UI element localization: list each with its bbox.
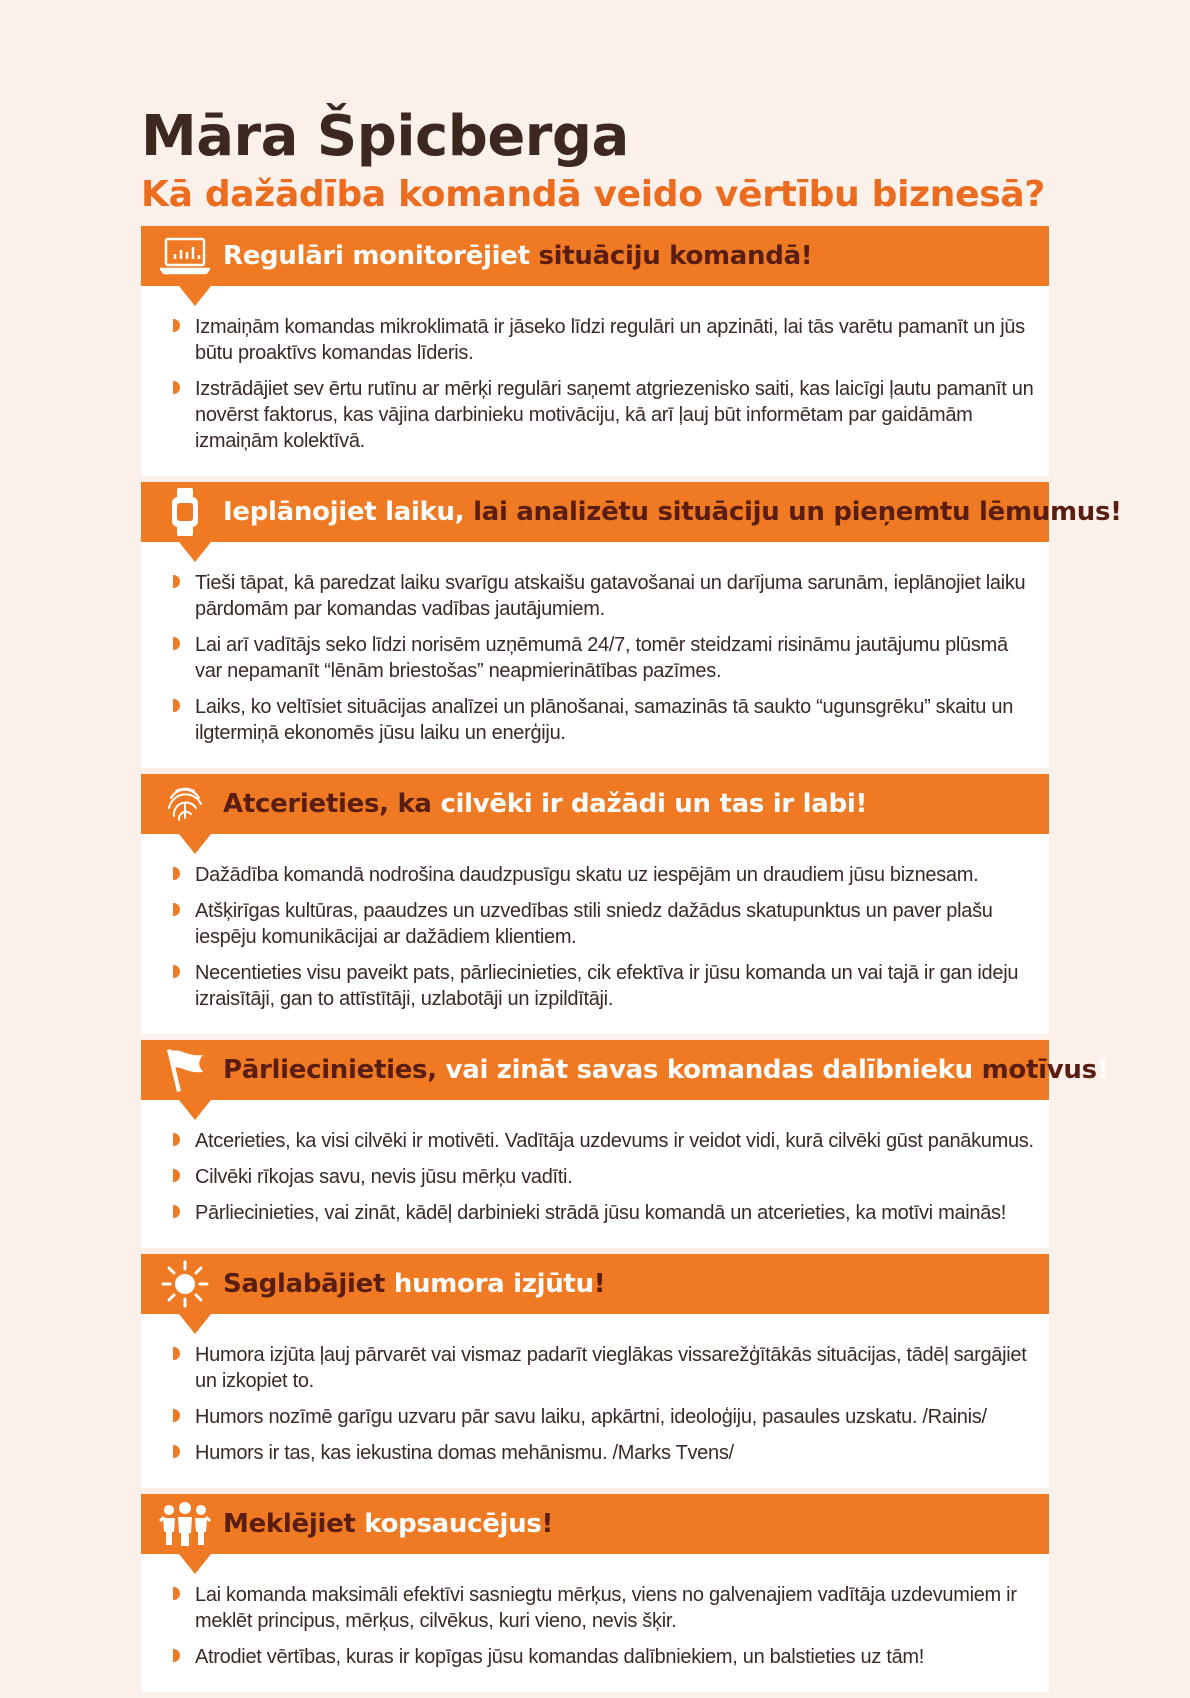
bullet-text: Atšķirīgas kultūras, paaudzes un uzvedības stili sniedz dažādus skatupunktus un paver plašu iespēju komunikācijai ar dažādiem klientiem.	[195, 900, 993, 948]
bullet-item	[173, 694, 1035, 746]
author-name: Māra Špicberga	[141, 104, 629, 169]
section-title-part: humora izjūtu	[393, 1269, 594, 1299]
bullet-item	[173, 1404, 1035, 1430]
bullet-list	[141, 1100, 1049, 1248]
section-title-part: cilvēki ir dažādi un tas ir labi!	[440, 789, 868, 819]
bullet-marker-icon	[173, 1205, 180, 1218]
section-title-part: vai zināt savas komandas dalībnieku	[445, 1055, 982, 1085]
bullet-list	[141, 1554, 1049, 1692]
smartwatch-icon	[157, 484, 213, 540]
section-title-part: Meklējiet	[223, 1509, 365, 1539]
bullet-text: Pārliecinieties, vai zināt, kādēļ darbinieki strādā jūsu komandā un atcerieties, ka motīvi mainās!	[195, 1202, 1007, 1224]
bullet-list	[141, 286, 1049, 476]
bullet-text: Dažādība komandā nodrošina daudzpusīgu skatu uz iespējām un draudiem jūsu biznesam.	[195, 864, 979, 886]
bullet-text: Atrodiet vērtības, kuras ir kopīgas jūsu komandas dalībniekiem, un balstieties uz tām!	[195, 1646, 925, 1668]
bullet-marker-icon	[173, 699, 180, 712]
bullet-item	[173, 632, 1035, 684]
bullet-text: Humora izjūta ļauj pārvarēt vai vismaz padarīt vieglākas vissarežģītākās situācijas, tādēļ sargājiet un izkopiet to.	[195, 1344, 1027, 1392]
bullet-text: Atcerieties, ka visi cilvēki ir motivēti. Vadītāja uzdevums ir veidot vidi, kurā cilvēki gūst panākumus.	[195, 1130, 1034, 1152]
section-title-part: Pārliecinieties,	[223, 1055, 446, 1085]
sun-icon	[157, 1256, 213, 1312]
bullet-item	[173, 1200, 1035, 1226]
section-header-band	[141, 1494, 1049, 1554]
team-icon	[157, 1496, 213, 1552]
bullet-item	[173, 1128, 1035, 1154]
section-title-part: lai analizētu situāciju un pieņemtu lēmumus!	[473, 497, 1122, 527]
bullet-text: Humors nozīmē garīgu uzvaru pār savu laiku, apkārtni, ideoloģiju, pasaules uzskatu. /Rainis/	[195, 1406, 987, 1428]
bullet-marker-icon	[173, 575, 180, 588]
bullet-text: Necentieties visu paveikt pats, pārliecinieties, cik efektīva ir jūsu komanda un vai tajā ir gan ideju izraisītāji, gan to attīstītāji, uzlabotāji un izpildītāji.	[195, 962, 1019, 1010]
bullet-marker-icon	[173, 903, 180, 916]
section-title-part: Atcerieties, ka	[223, 789, 441, 819]
bullet-text: Lai arī vadītājs seko līdzi norisēm uzņēmumā 24/7, tomēr steidzami risināmu jautājumu plūsmā var nepamanīt “lēnām briestošas” neapmierinātības pazīmes.	[195, 634, 1008, 682]
section-title-part: motīvus	[981, 1055, 1097, 1085]
section-header-band	[141, 226, 1049, 286]
page-header	[141, 104, 1061, 220]
section-title-part: !	[593, 1269, 606, 1299]
bullet-marker-icon	[173, 1409, 180, 1422]
tips-list	[141, 226, 1122, 1698]
bullet-item	[173, 1582, 1035, 1634]
section-title	[223, 497, 1122, 527]
section-header-band	[141, 774, 1049, 834]
section-title-part: kopsaucējus	[364, 1509, 542, 1539]
tip-section	[141, 226, 1049, 476]
bullet-item	[173, 314, 1035, 366]
bullet-item	[173, 1644, 1035, 1670]
bullet-marker-icon	[173, 1649, 180, 1662]
bullet-marker-icon	[173, 381, 180, 394]
bullet-text: Izstrādājiet sev ērtu rutīnu ar mērķi regulāri saņemt atgriezenisko saiti, kas laicīgi ļautu pamanīt un novērst faktorus, kas vājina darbinieku motivāciju, kā arī ļauj būt informētam par gaidāmām izmaiņām kolektīvā.	[195, 378, 1034, 452]
bullet-list	[141, 542, 1049, 768]
tip-section	[141, 1494, 1049, 1692]
section-title-part: Regulāri monitorējiet	[223, 241, 539, 271]
section-title	[223, 1509, 553, 1539]
section-header-band	[141, 1040, 1109, 1100]
bullet-item	[173, 1164, 1035, 1190]
bullet-item	[173, 570, 1035, 622]
bullet-text: Tieši tāpat, kā paredzat laiku svarīgu atskaišu gatavošanai un darījuma sarunām, ieplānojiet laiku pārdomām par komandas vadības jautājumiem.	[195, 572, 1026, 620]
section-title-part: !	[1096, 1055, 1109, 1085]
bullet-text: Laiks, ko veltīsiet situācijas analīzei un plānošanai, samazinās tā saukto “ugunsgrēku” skaitu un ilgtermiņā ekonomēs jūsu laiku un enerģiju.	[195, 696, 1014, 744]
section-title-part: Saglabājiet	[223, 1269, 394, 1299]
bullet-item	[173, 1440, 1035, 1466]
bullet-marker-icon	[173, 1347, 180, 1360]
tip-section	[141, 1040, 1109, 1248]
bullet-marker-icon	[173, 1133, 180, 1146]
bullet-marker-icon	[173, 965, 180, 978]
bullet-marker-icon	[173, 1445, 180, 1458]
tip-section	[141, 774, 1049, 1034]
tip-section	[141, 1254, 1049, 1488]
bullet-text: Izmaiņām komandas mikroklimatā ir jāseko līdzi regulāri un apzināti, lai tās varētu pamanīt un jūs būtu proaktīvs komandas līderis.	[195, 316, 1025, 364]
section-title	[223, 789, 867, 819]
bullet-text: Cilvēki rīkojas savu, nevis jūsu mērķu vadīti.	[195, 1166, 573, 1188]
bullet-list	[141, 834, 1049, 1034]
section-header-band	[141, 482, 1122, 542]
bullet-marker-icon	[173, 319, 180, 332]
section-title-part: Ieplānojiet laiku,	[223, 497, 474, 527]
section-title	[223, 241, 812, 271]
bullet-marker-icon	[173, 1169, 180, 1182]
fingerprint-icon	[157, 776, 213, 832]
page-title: Kā dažādība komandā veido vērtību biznesā?	[141, 174, 1045, 215]
section-header-band	[141, 1254, 1049, 1314]
laptop-chart-icon	[157, 228, 213, 284]
bullet-item	[173, 960, 1035, 1012]
bullet-text: Lai komanda maksimāli efektīvi sasniegtu mērķus, viens no galvenajiem vadītāja uzdevumiem ir meklēt principus, mērķus, cilvēkus, kuri vieno, nevis šķir.	[195, 1584, 1017, 1632]
section-title-part: situāciju komandā!	[538, 241, 813, 271]
bullet-marker-icon	[173, 1587, 180, 1600]
bullet-item	[173, 1342, 1035, 1394]
section-title	[223, 1269, 605, 1299]
bullet-list	[141, 1314, 1049, 1488]
section-title-part: !	[541, 1509, 554, 1539]
bullet-item	[173, 862, 1035, 888]
bullet-marker-icon	[173, 867, 180, 880]
bullet-marker-icon	[173, 637, 180, 650]
bullet-item	[173, 898, 1035, 950]
bullet-item	[173, 376, 1035, 454]
flag-icon	[157, 1042, 213, 1098]
section-title	[223, 1055, 1108, 1085]
bullet-text: Humors ir tas, kas iekustina domas mehānismu. /Marks Tvens/	[195, 1442, 734, 1464]
tip-section	[141, 482, 1122, 768]
